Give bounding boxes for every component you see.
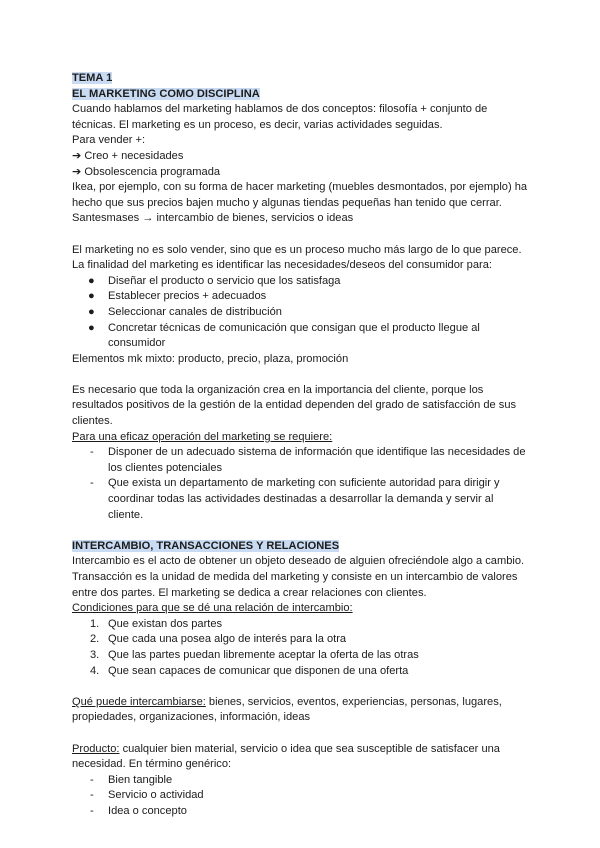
heading-intercambio: INTERCAMBIO, TRANSACCIONES Y RELACIONES — [72, 539, 340, 552]
dash-marker: - — [90, 477, 94, 490]
numbered-item: 2. Que cada una posea algo de interés para la otra — [90, 633, 347, 646]
producto-line: Producto: cualquier bien material, servicio o idea que sea susceptible de satisfacer una — [72, 742, 500, 755]
paragraph-line: Para vender +: — [72, 134, 146, 147]
dash-marker: - — [90, 446, 94, 459]
bullet-item: ● Concretar técnicas de comunicación que consigan que el producto llegue al consumidor — [88, 321, 480, 350]
bullet-item: ● Establecer precios + adecuados — [72, 289, 534, 305]
dash-item: - Bien tangible — [72, 773, 534, 789]
dash-item: - Idea o concepto — [72, 804, 534, 820]
arrow-item: ➔ Creo + necesidades — [72, 149, 184, 162]
numbered-item: 1. Que existan dos partes — [90, 617, 223, 630]
dash-marker: - — [90, 773, 94, 786]
heading-marketing-disciplina: EL MARKETING COMO DISCIPLINA — [72, 87, 260, 100]
numbered-item: 3. Que las partes puedan libremente aceptar la oferta de las otras — [90, 648, 419, 661]
document-body — [72, 71, 534, 820]
bullet-icon: ● — [88, 321, 95, 334]
paragraph-line: Santesmases → intercambio de bienes, servicios o ideas — [72, 212, 354, 225]
paragraph-line: resultados positivos de la gestión de la entidad dependen del grado de satisfacción de sus — [72, 399, 517, 412]
bullet-icon: ● — [88, 290, 95, 303]
paragraph-line: El marketing no es solo vender, sino que es un proceso mucho más largo de lo que parece. — [72, 243, 522, 256]
paragraph-line: Es necesario que toda la organización crea en la importancia del cliente, porque los — [72, 383, 484, 396]
paragraph-line: La finalidad del marketing es identificar las necesidades/deseos del consumidor para: — [72, 259, 492, 272]
requirements-heading: Para una eficaz operación del marketing se requiere: — [72, 430, 333, 443]
bullet-icon: ● — [88, 274, 95, 287]
numbered-item: 4. Que sean capaces de comunicar que disponen de una oferta — [90, 664, 409, 677]
arrow-item: ➔ Obsolescencia programada — [72, 165, 221, 178]
dash-item: - Servicio o actividad — [72, 788, 534, 804]
que-intercambiarse-line: Qué puede intercambiarse: bienes, servicios, eventos, experiencias, personas, lugares, — [72, 695, 502, 708]
paragraph-line: hecho que sus precios bajen mucho y algunas tiendas pequeñas han tenido que cerrar. — [72, 196, 502, 209]
conditions-heading: Condiciones para que se dé una relación de intercambio: — [72, 602, 353, 615]
elementos-line: Elementos mk mixto: producto, precio, plaza, promoción — [72, 352, 349, 365]
bullet-item: ● Diseñar el producto o servicio que los satisfaga — [72, 274, 534, 290]
paragraph-line: necesidad. En término genérico: — [72, 758, 232, 771]
paragraph-line: Transacción es la unidad de medida del marketing y consiste en un intercambio de valores — [72, 571, 518, 583]
dash-marker: - — [90, 789, 94, 802]
paragraph-line: propiedades, organizaciones, información, ideas — [72, 711, 311, 724]
dash-item: - Disponer de un adecuado sistema de información que identifique las necesidades de los clientes potenciales — [90, 446, 526, 474]
paragraph-line: entre dos partes. El marketing se dedica a crear relaciones con clientes. — [72, 586, 427, 599]
bullet-icon: ● — [88, 305, 95, 318]
arrow-icon: ➔ — [72, 149, 82, 162]
paragraph-line: técnicas. El marketing es un proceso, es decir, varias actividades seguidas. — [72, 118, 443, 131]
dash-item: - Que exista un departamento de marketing con suficiente autoridad para dirigir y coordinar todas las actividades destinadas a desarrollar la demanda y servir al cliente. — [90, 477, 500, 521]
bullet-item: ● Seleccionar canales de distribución — [72, 305, 534, 321]
paragraph-line: Intercambio es el acto de obtener un objeto deseado de alguien ofreciéndole algo a cambio. — [72, 555, 525, 568]
paragraph-line: clientes. — [72, 415, 113, 428]
arrow-icon: ➔ — [72, 165, 82, 178]
paragraph-line: Cuando hablamos del marketing hablamos de dos conceptos: filosofía + conjunto de — [72, 103, 488, 116]
paragraph-line: Ikea, por ejemplo, con su forma de hacer marketing (muebles desmontados, por ejemplo) ha — [72, 181, 528, 194]
heading-tema: TEMA 1 — [72, 72, 113, 84]
dash-marker: - — [90, 804, 94, 817]
